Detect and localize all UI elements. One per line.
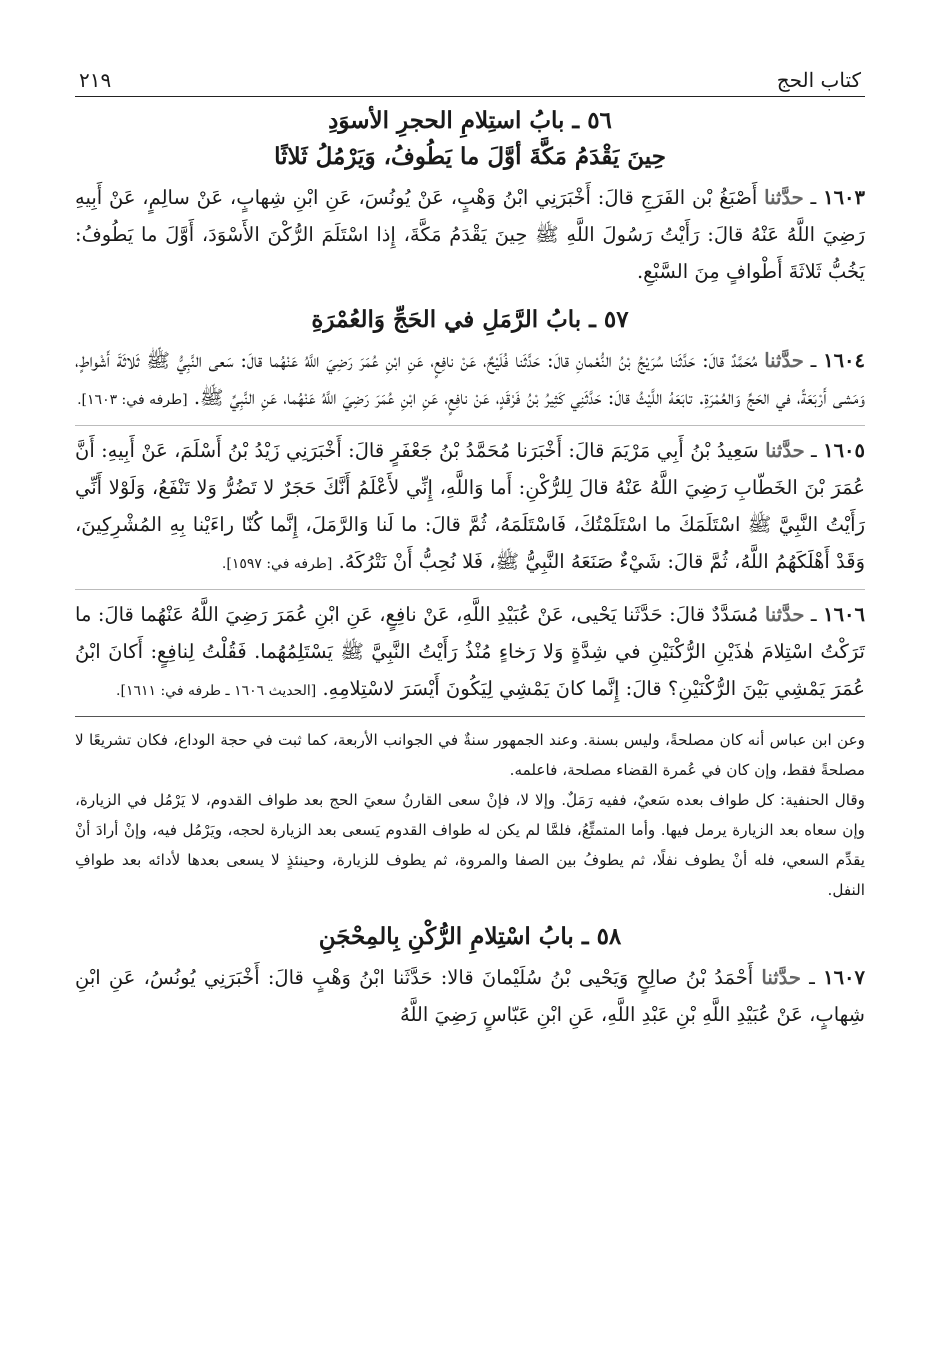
hadith-text: مُحَمَّدٌ قالَ: حَدَّثَنا سُرَيْجُ بْنُ النُّعْمانِ قالَ: حَدَّثَنا فُلَيْحٌ، عَنْ نافِعٍ، عَنِ ابْنِ عُمَرَ رَضِيَ اللَّهُ عَنْهُما قالَ: سَعى النَّبِيُّ ﷺ ثَلاثَةَ أَشْواطٍ، وَمَشى أَرْبَعَةً، في الحَجِّ وَالعُمْرَةِ. تابَعَهُ اللَّيْثُ قالَ: حَدَّثَنِي كَثِيرُ بْنُ فَرْقَدٍ، عَنْ نافِعٍ، عَنِ ابْنِ عُمَرَ رَضِيَ اللَّهُ عَنْهُما، عَنِ النَّبِيِّ ﷺ. <box>75 349 865 409</box>
hadith-cross-reference: [طرفه في: ١٥٩٧]. <box>221 556 333 572</box>
hadith-number: ١٦٠٤ <box>823 349 866 372</box>
hadith-text: سَعِيدُ بْنُ أَبِي مَرْيَمَ قالَ: أَخْبَرَنا مُحَمَّدُ بْنُ جَعْفَرٍ قالَ: أَخْبَرَنِي زَيْدُ بْنُ أَسْلَمَ، عَنْ أَبِيهِ: أَنَّ عُمَرَ بْنَ الخَطّابِ رَضِيَ اللَّهُ عَنْهُ قالَ لِلرُّكْنِ: أَما وَاللَّهِ، إِنِّي لأَعْلَمُ أَنَّكَ حَجَرٌ لا تَضُرُّ وَلا تَنْفَعُ، وَلَوْلا أَنِّي رَأَيْتُ النَّبِيَّ ﷺ اسْتَلَمَكَ ما اسْتَلَمْتُكَ، فَاسْتَلَمَهُ، ثُمَّ قالَ: ما لَنا وَالرَّمَلَ، إِنَّما كُنّا راءَيْنا بِهِ المُشْرِكِينَ، وَقَدْ أَهْلَكَهُمُ اللَّهُ، ثُمَّ قالَ: شَيْءٌ صَنَعَهُ النَّبِيُّ ﷺ، فَلا نُحِبُّ أَنْ نَتْرُكَهُ. <box>75 439 865 573</box>
hadith-1607: ١٦٠٧ ـ حدَّثنا أَحْمَدُ بْنُ صالِحٍ وَيَحْيى بْنُ سُلَيْمانَ قالا: حَدَّثَنا ابْنُ وَهْبٍ قالَ: أَخْبَرَنِي يُونُسُ، عَنِ ابْنِ شِهابٍ، عَنْ عُبَيْدِ اللَّهِ بْنِ عَبْدِ اللَّهِ، عَنِ ابْنِ عَبّاسٍ رَضِيَ اللَّهُ <box>75 966 865 1026</box>
hadith-number: ١٦٠٣ <box>823 186 865 209</box>
page-number: ٢١٩ <box>79 68 112 92</box>
hadith-1604: ١٦٠٤ ـ حدَّثنا مُحَمَّدٌ قالَ: حَدَّثَنا سُرَيْجُ بْنُ النُّعْمانِ قالَ: حَدَّثَنا فُلَيْحٌ، عَنْ نافِعٍ، عَنِ ابْنِ عُمَرَ رَضِيَ اللَّهُ عَنْهُما قالَ: سَعى النَّبِيُّ ﷺ ثَلاثَةَ أَشْواطٍ، وَمَشى أَرْبَعَةً، في الحَجِّ وَالعُمْرَةِ. تابَعَهُ اللَّيْثُ قالَ: حَدَّثَنِي كَثِيرُ بْنُ فَرْقَدٍ، عَنْ نافِعٍ، عَنِ ابْنِ عُمَرَ رَضِيَ اللَّهُ عَنْهُما، عَنِ النَّبِيِّ ﷺ. [طرفه في: ١٦٠٣]. <box>75 349 866 409</box>
commentary-paragraph: وعن ابن عباس أنه كان مصلحةً، وليس بسنة. وعند الجمهور سنةٌ في الجوانب الأربعة، كما ثبت في حجة الوداع، فكان تشريعًا لا مصلحةً فقط، وإن كان في عُمرة القضاء مصلحة، فاعلمه. <box>75 731 865 779</box>
chapter-heading-56: ٥٦ ـ بابُ استِلامِ الحجرِ الأسوَدِ <box>328 107 612 134</box>
page-header <box>75 60 865 97</box>
hadith-opening: حدَّثنا <box>764 603 805 626</box>
hadith-number: ١٦٠٥ <box>823 439 865 462</box>
hadith-text: أَصْبَغُ بْن الفَرَجِ قالَ: أَخْبَرَنِي ابْنُ وَهْبٍ، عَنْ يُونُسَ، عَنِ ابْنِ شِهابٍ، عَنْ سالِمٍ، عَنْ أَبِيهِ رَضِيَ اللَّهُ عَنْهُ قالَ: رَأَيْتُ رَسُولَ اللَّهِ ﷺ حِينَ يَقْدَمُ مَكَّةَ، إِذا اسْتَلَمَ الرُّكْنَ الأَسْوَدَ، أَوَّلَ ما يَطُوفُ: يَخُبُّ ثَلاثَةَ أَطْوافٍ مِنَ السَّبْعِ. <box>75 186 865 283</box>
hadith-number: ١٦٠٧ <box>823 966 865 989</box>
hadith-separator <box>75 425 865 426</box>
hadith-opening: حدَّثنا <box>765 439 805 462</box>
hadith-opening: حدَّثنا <box>764 349 804 372</box>
commentary-paragraph: وقال الحنفية: كل طواف بعده سَعيٌ، ففيه رَمَلٌ. وإلا لا، فإنْ سعى القارنُ سعيَ الحج بعد طواف القدوم، لا يَرْمُل في الزيارة، وإن سعاه بعد الزيارة يرمل فيها. وأما المتمتِّعُ، فلمَّا لم يكن له طواف القدوم يَسعى بعد الزيارة لحجه، ويَرْمُل فيه، وإنْ أرادَ أنْ يقدِّم السعي، فله أنْ يطوف نفلًا، ثم يطوفُ بين الصفا والمروة، ثم يطوف للزيارة، وحينئذٍ لا يسعى بعدها لأدائه بعد طوافِ النفل. <box>75 791 865 899</box>
hadith-separator <box>75 589 865 590</box>
hadith-text: مُسَدَّدٌ قالَ: حَدَّثَنا يَحْيى، عَنْ عُبَيْدِ اللَّهِ، عَنْ نافِعٍ، عَنِ ابْنِ عُمَرَ رَضِيَ اللَّهُ عَنْهُما قالَ: ما تَرَكْتُ اسْتِلامَ هٰذَيْنِ الرُّكْنَيْنِ في شِدَّةٍ وَلا رَخاءٍ مُنْذُ رَأَيْتُ النَّبِيَّ ﷺ يَسْتَلِمُهُما. فَقُلْتُ لِنافِعٍ: أَكانَ ابْنُ عُمَرَ يَمْشِي بَيْنَ الرُّكْنَيْنِ؟ قالَ: إِنَّما كانَ يَمْشِي لِيَكُونَ أَيْسَرَ لاسْتِلامِهِ. <box>75 603 865 700</box>
chapter-subheading-56: حِينَ يَقْدَمُ مَكَّةَ أوَّلَ ما يَطُوفُ، وَيَرْمُلُ ثَلاثًا <box>274 143 666 170</box>
hadith-opening: حدَّثنا <box>764 186 804 209</box>
hadith-1605: ١٦٠٥ ـ حدَّثنا سَعِيدُ بْنُ أَبِي مَرْيَمَ قالَ: أَخْبَرَنا مُحَمَّدُ بْنُ جَعْفَرٍ قالَ: أَخْبَرَنِي زَيْدُ بْنُ أَسْلَمَ، عَنْ أَبِيهِ: أَنَّ عُمَرَ بْنَ الخَطّابِ رَضِيَ اللَّهُ عَنْهُ قالَ لِلرُّكْنِ: أَما وَاللَّهِ، إِنِّي لأَعْلَمُ أَنَّكَ حَجَرٌ لا تَضُرُّ وَلا تَنْفَعُ، وَلَوْلا أَنِّي رَأَيْتُ النَّبِيَّ ﷺ اسْتَلَمَكَ ما اسْتَلَمْتُكَ، فَاسْتَلَمَهُ، ثُمَّ قالَ: ما لَنا وَالرَّمَلَ، إِنَّما كُنّا راءَيْنا بِهِ المُشْرِكِينَ، وَقَدْ أَهْلَكَهُمُ اللَّهُ، ثُمَّ قالَ: شَيْءٌ صَنَعَهُ النَّبِيُّ ﷺ، فَلا نُحِبُّ أَنْ نَتْرُكَهُ. [طرفه في: ١٥٩٧]. <box>75 439 865 573</box>
hadith-cross-reference: [الحديث ١٦٠٦ ـ طرفه في: ١٦١١]. <box>116 683 317 699</box>
chapter-heading-58: ٥٨ ـ بابُ اسْتِلامِ الرُّكْنِ بِالمِحْجَنِ <box>318 923 622 950</box>
hadith-cross-reference: [طرفه في: ١٦٠٣]. <box>77 392 188 408</box>
hadith-number: ١٦٠٦ <box>823 603 865 626</box>
book-page <box>75 60 865 1360</box>
hadith-1606: ١٦٠٦ ـ حدَّثنا مُسَدَّدٌ قالَ: حَدَّثَنا يَحْيى، عَنْ عُبَيْدِ اللَّهِ، عَنْ نافِعٍ، عَنِ ابْنِ عُمَرَ رَضِيَ اللَّهُ عَنْهُما قالَ: ما تَرَكْتُ اسْتِلامَ هٰذَيْنِ الرُّكْنَيْنِ في شِدَّةٍ وَلا رَخاءٍ مُنْذُ رَأَيْتُ النَّبِيَّ ﷺ يَسْتَلِمُهُما. فَقُلْتُ لِنافِعٍ: أَكانَ ابْنُ عُمَرَ يَمْشِي بَيْنَ الرُّكْنَيْنِ؟ قالَ: إِنَّما كانَ يَمْشِي لِيَكُونَ أَيْسَرَ لاسْتِلامِهِ. [الحديث ١٦٠٦ ـ طرفه في: ١٦١١]. <box>75 603 865 700</box>
commentary-block <box>75 716 865 905</box>
chapter-heading-57: ٥٧ ـ بابُ الرَّمَلِ في الحَجِّ وَالعُمْرَةِ <box>311 306 629 333</box>
hadith-opening: حدَّثنا <box>761 966 801 989</box>
hadith-text: أَحْمَدُ بْنُ صالِحٍ وَيَحْيى بْنُ سُلَيْمانَ قالا: حَدَّثَنا ابْنُ وَهْبٍ قالَ: أَخْبَرَنِي يُونُسُ، عَنِ ابْنِ شِهابٍ، عَنْ عُبَيْدِ اللَّهِ بْنِ عَبْدِ اللَّهِ، عَنِ ابْنِ عَبّاسٍ رَضِيَ اللَّهُ <box>75 966 865 1026</box>
hadith-1603: ١٦٠٣ ـ حدَّثنا أَصْبَغُ بْن الفَرَجِ قالَ: أَخْبَرَنِي ابْنُ وَهْبٍ، عَنْ يُونُسَ، عَنِ ابْنِ شِهابٍ، عَنْ سالِمٍ، عَنْ أَبِيهِ رَضِيَ اللَّهُ عَنْهُ قالَ: رَأَيْتُ رَسُولَ اللَّهِ ﷺ حِينَ يَقْدَمُ مَكَّةَ، إِذا اسْتَلَمَ الرُّكْنَ الأَسْوَدَ، أَوَّلَ ما يَطُوفُ: يَخُبُّ ثَلاثَةَ أَطْوافٍ مِنَ السَّبْعِ. <box>75 186 865 283</box>
book-title: كتاب الحج <box>776 68 861 92</box>
